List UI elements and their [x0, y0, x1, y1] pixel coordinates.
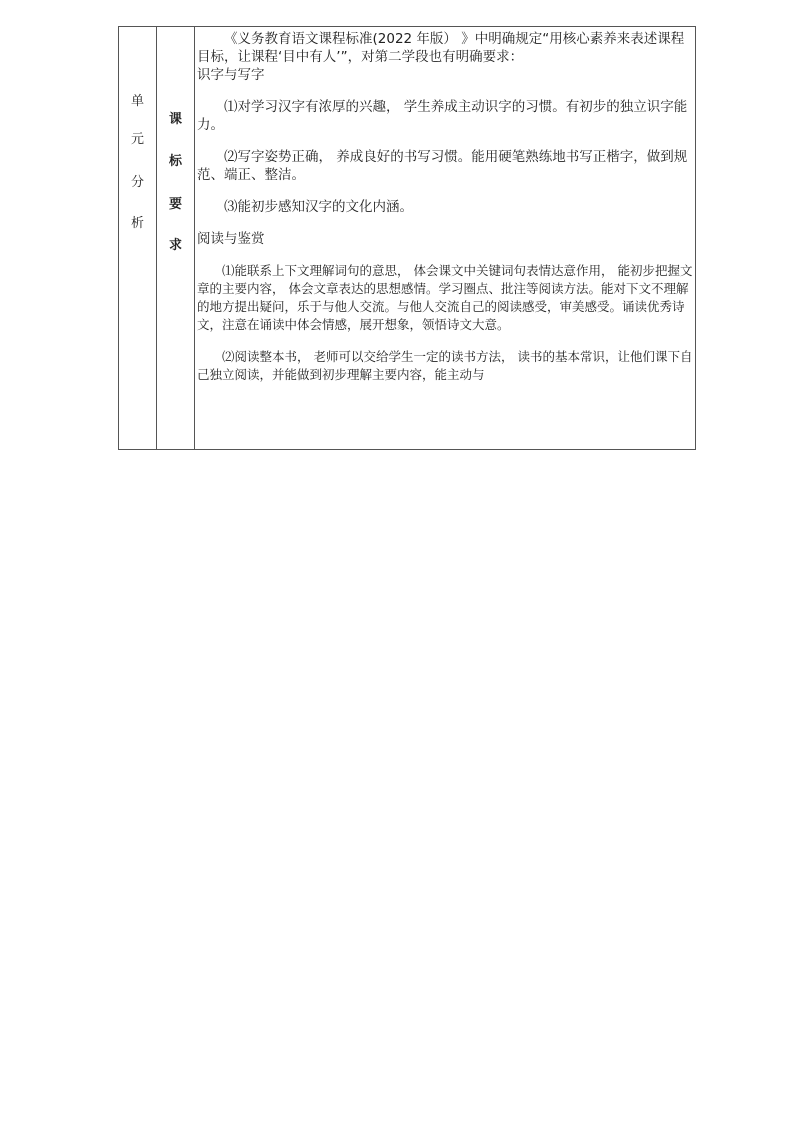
- unit-label-char: 元: [130, 132, 144, 147]
- literacy-item-3: ⑶能初步感知汉字的文化内涵。: [224, 199, 413, 215]
- literacy-item-2: ⑵写字姿势正确， 养成良好的书写习惯。能用硬笔熟练地书写正楷字，做到规范、端正、整洁。: [197, 149, 688, 183]
- requirements-content: [197, 30, 695, 448]
- requirements-label-char: 求: [168, 238, 182, 253]
- requirements-label-char: 要: [168, 197, 182, 212]
- unit-analysis-label-cell: [119, 27, 157, 449]
- section-title-reading: 阅读与鉴赏: [197, 231, 265, 247]
- section-title-literacy: 识字与写字: [197, 67, 265, 83]
- reading-item-2: ⑵阅读整本书， 老师可以交给学生一定的读书方法， 读书的基本常识，让他们课下自己独立阅读，并能做到初步理解主要内容，能主动与: [197, 349, 693, 382]
- intro-paragraph: 《义务教育语文课程标准(2022 年版） 》中明确规定“用核心素养来表述课程目标，让课程‘目中有人’”，对第二学段也有明确要求：: [197, 31, 685, 65]
- curriculum-requirements-label-cell: [157, 27, 195, 449]
- unit-label-char: 析: [130, 216, 144, 231]
- requirements-label-char: 课: [168, 112, 182, 127]
- analysis-table: [118, 26, 696, 450]
- unit-label-char: 单: [130, 94, 144, 109]
- literacy-item-1: ⑴对学习汉字有浓厚的兴趣， 学生养成主动识字的习惯。有初步的独立识字能力。: [197, 99, 688, 133]
- requirements-label-char: 标: [168, 154, 182, 169]
- reading-item-1: ⑴能联系上下文理解词句的意思， 体会课文中关键词句表情达意作用， 能初步把握文章的主要内容， 体会文章表达的思想感情。学习圈点、批注等阅读方法。能对下文不理解的地方提出疑问，乐于与他人交流。与他人交流自己的阅读感受，审美感受。诵读优秀诗文，注意在诵读中体会情感，展开想象，领悟诗文大意。: [197, 263, 693, 332]
- unit-label-char: 分: [130, 175, 144, 190]
